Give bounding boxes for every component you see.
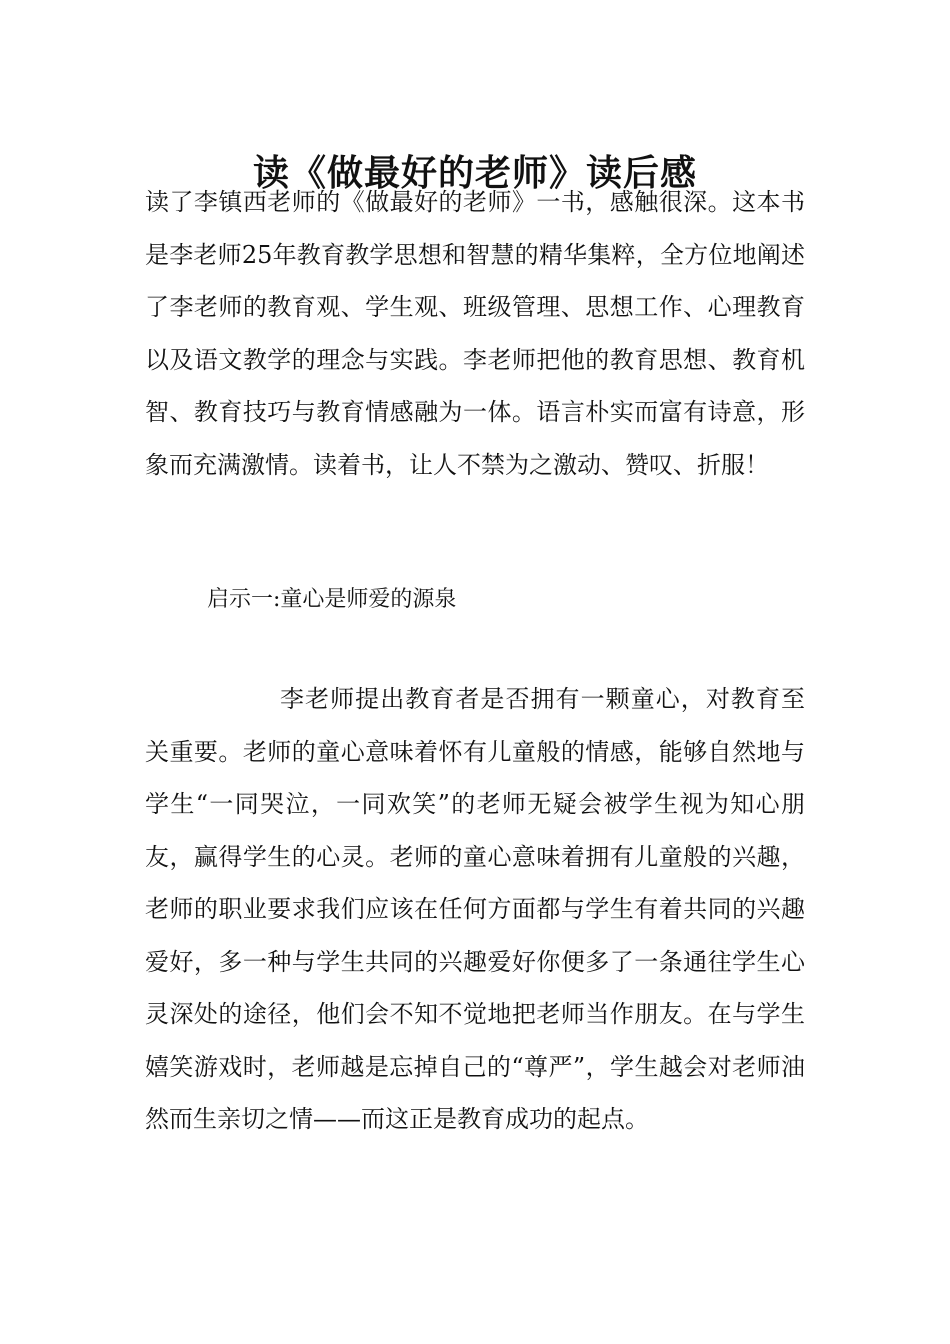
intro-paragraph: 读了李镇西老师的《做最好的老师》一书，感触很深。这本书是李老师25年教育教学思想和智慧的精华集粹，全方位地阐述了李老师的教育观、学生观、班级管理、思想工作、心理教育以及语文教学的理念与实践。李老师把他的教育思想、教育机智、教育技巧与教育情感融为一体。语言朴实而富有诗意，形象而充满激情。读着书，让人不禁为之激动、赞叹、折服！ — [145, 188, 805, 479]
section-body-paragraph: 李老师提出教育者是否拥有一颗童心，对教育至关重要。老师的童心意味着怀有儿童般的情感，能够自然地与学生“一同哭泣，一同欢笑”的老师无疑会被学生视为知心朋友，赢得学生的心灵。老师的童心意味着拥有儿童般的兴趣，老师的职业要求我们应该在任何方面都与学生有着共同的兴趣爱好，多一种与学生共同的兴趣爱好你便多了一条通往学生心灵深处的途径，他们会不知不觉地把老师当作朋友。在与学生嬉笑游戏时，老师越是忘掉自己的“尊严”，学生越会对老师油然而生亲切之情——而这正是教育成功的起点。 — [145, 685, 805, 1133]
section-heading: 启示一:童心是师爱的源泉 — [207, 587, 457, 612]
document-title: 读《做最好的老师》读后感 — [252, 153, 697, 195]
